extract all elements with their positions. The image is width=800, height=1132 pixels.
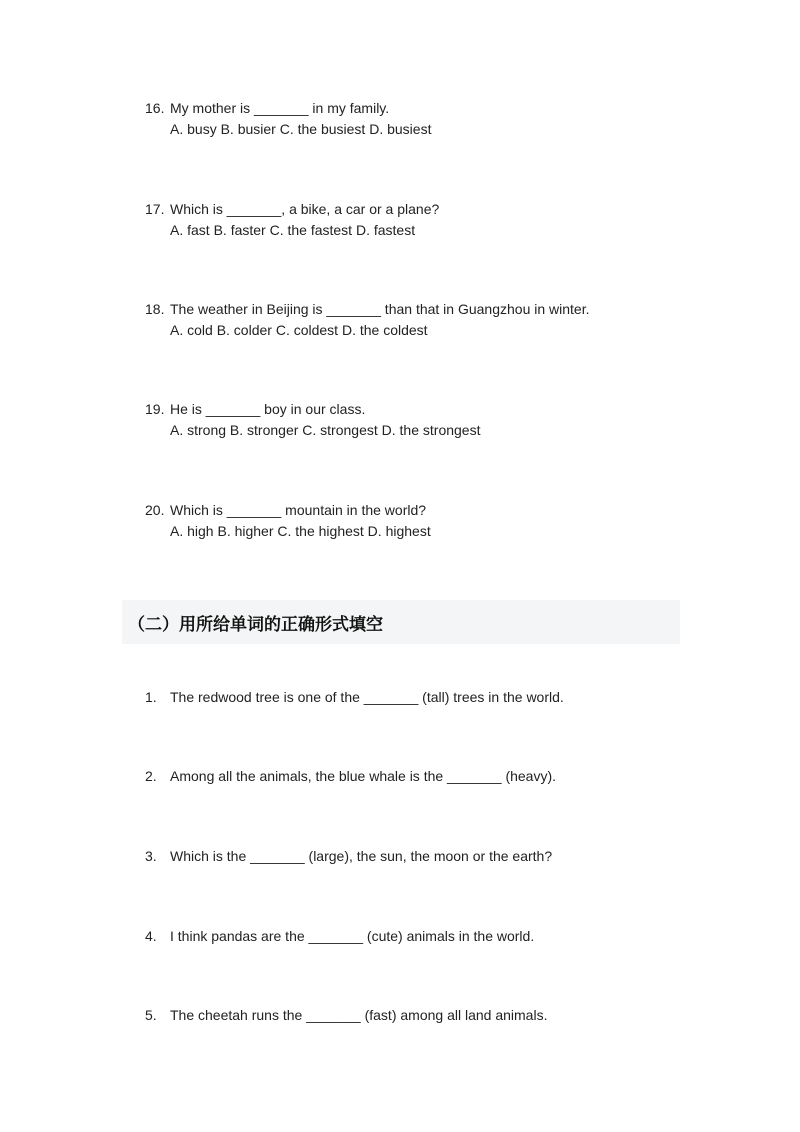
question-number: 5.	[145, 1007, 157, 1023]
question-number: 19.	[145, 401, 165, 417]
fill-question-2	[145, 766, 556, 786]
fill-question-4	[145, 926, 534, 946]
question-options: A. high B. higher C. the highest D. highest	[170, 523, 431, 539]
question-options: A. fast B. faster C. the fastest D. fastest	[170, 222, 416, 238]
question-text: The redwood tree is one of the _______ (tall) trees in the world.	[170, 689, 564, 705]
question-text: I think pandas are the _______ (cute) animals in the world.	[170, 928, 535, 944]
question-number: 16.	[145, 100, 165, 116]
question-stem: The weather in Beijing is _______ than that in Guangzhou in winter.	[170, 301, 590, 317]
question-number: 3.	[145, 848, 157, 864]
question-stem: My mother is _______ in my family.	[170, 100, 390, 116]
fill-question-5	[145, 1005, 547, 1025]
question-number: 17.	[145, 201, 165, 217]
question-text: The cheetah runs the _______ (fast) among all land animals.	[170, 1007, 548, 1023]
question-number: 18.	[145, 301, 165, 317]
question-number: 2.	[145, 768, 157, 784]
question-options: A. strong B. stronger C. strongest D. the strongest	[170, 422, 481, 438]
question-number: 20.	[145, 502, 165, 518]
question-20	[145, 500, 431, 542]
question-stem: Which is _______, a bike, a car or a plane?	[170, 201, 440, 217]
question-16	[145, 98, 431, 140]
question-text: Which is the _______ (large), the sun, the moon or the earth?	[170, 848, 553, 864]
question-text: Among all the animals, the blue whale is the _______ (heavy).	[170, 768, 557, 784]
question-options: A. busy B. busier C. the busiest D. busiest	[170, 121, 432, 137]
question-19	[145, 399, 480, 441]
question-number: 1.	[145, 689, 157, 705]
question-options: A. cold B. colder C. coldest D. the coldest	[170, 322, 428, 338]
fill-question-3	[145, 846, 552, 866]
question-18	[145, 299, 590, 341]
question-stem: He is _______ boy in our class.	[170, 401, 366, 417]
question-number: 4.	[145, 928, 157, 944]
fill-question-1	[145, 687, 564, 707]
question-stem: Which is _______ mountain in the world?	[170, 502, 427, 518]
question-17	[145, 199, 439, 241]
section-heading: （二）用所给单词的正确形式填空	[122, 600, 680, 644]
